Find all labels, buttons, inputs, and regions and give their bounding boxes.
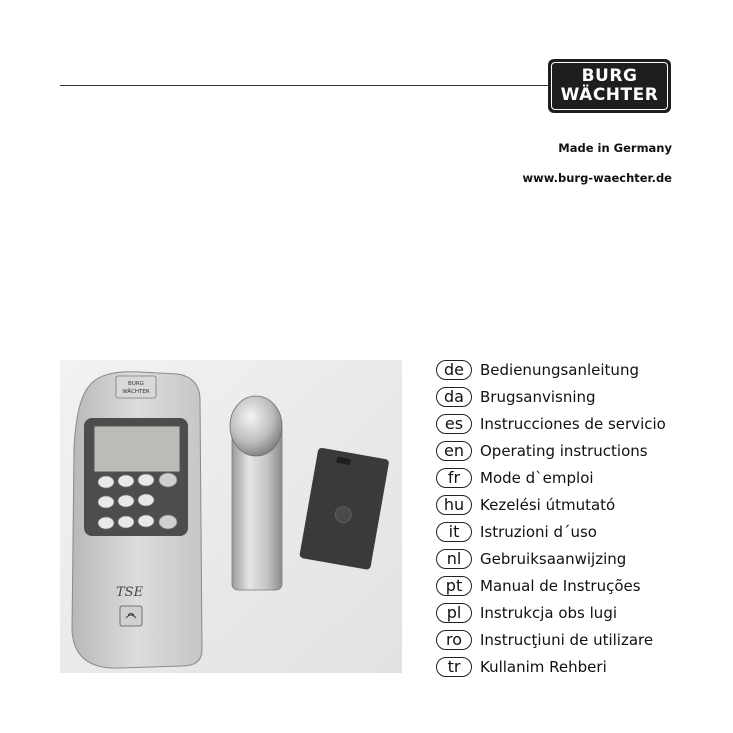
product-photo <box>60 360 402 673</box>
language-item-tr <box>436 653 726 680</box>
language-code-badge: es <box>436 414 472 434</box>
language-item-it <box>436 518 726 545</box>
logo-frame <box>551 62 668 110</box>
header-rule <box>60 85 550 86</box>
logo-line-1: BURG <box>581 66 638 86</box>
language-item-fr <box>436 464 726 491</box>
key <box>118 516 134 528</box>
language-title: Kullanim Rehberi <box>480 657 607 676</box>
language-code-badge: de <box>436 360 472 380</box>
language-title: Istruzioni d´uso <box>480 522 597 541</box>
cylinder-knob <box>230 396 282 456</box>
key <box>98 496 114 508</box>
language-code-badge: tr <box>436 657 472 677</box>
burg-waechter-logo <box>548 59 671 113</box>
website-link[interactable]: www.burg-waechter.de <box>522 171 672 185</box>
language-item-hu <box>436 491 726 518</box>
key <box>98 517 114 529</box>
logo-line-2: WÄCHTER <box>560 85 659 105</box>
language-item-nl <box>436 545 726 572</box>
key <box>159 473 177 487</box>
language-title: Brugsanvisning <box>480 387 596 406</box>
language-title: Operating instructions <box>480 441 648 460</box>
product-photo-drawing <box>60 360 402 673</box>
language-code-badge: hu <box>436 495 472 515</box>
language-list <box>436 356 726 680</box>
rfid-reader-icon <box>120 606 142 626</box>
language-item-pt <box>436 572 726 599</box>
made-in-germany: Made in Germany <box>558 141 672 155</box>
language-code-badge: ro <box>436 630 472 650</box>
language-item-pl <box>436 599 726 626</box>
language-item-es <box>436 410 726 437</box>
key <box>138 494 154 506</box>
language-item-ro <box>436 626 726 653</box>
language-item-da <box>436 383 726 410</box>
language-code-badge: da <box>436 387 472 407</box>
language-code-badge: pt <box>436 576 472 596</box>
language-code-badge: fr <box>436 468 472 488</box>
language-title: Instrucţiuni de utilizare <box>480 630 654 649</box>
key <box>138 515 154 527</box>
language-code-badge: nl <box>436 549 472 569</box>
language-item-en <box>436 437 726 464</box>
language-code-badge: en <box>436 441 472 461</box>
language-item-de <box>436 356 726 383</box>
key <box>118 475 134 487</box>
language-title: Mode d`emploi <box>480 468 594 487</box>
key <box>98 476 114 488</box>
language-title: Gebruiksaanwijzing <box>480 549 627 568</box>
language-code-badge: it <box>436 522 472 542</box>
key <box>159 515 177 529</box>
language-title: Instrucciones de servicio <box>480 414 666 433</box>
language-title: Bedienungsanleitung <box>480 360 639 379</box>
language-title: Instrukcja obs lugi <box>480 603 618 622</box>
key <box>138 474 154 486</box>
lcd-display <box>94 426 180 472</box>
device-logo-text: BURG <box>128 381 144 387</box>
device-signature: TSE <box>116 585 144 600</box>
device-logo-text-2: WÄCHTER <box>122 389 150 395</box>
language-title: Kezelési útmutató <box>480 495 616 514</box>
key <box>118 495 134 507</box>
language-code-badge: pl <box>436 603 472 623</box>
language-title: Manual de Instruções <box>480 576 641 595</box>
